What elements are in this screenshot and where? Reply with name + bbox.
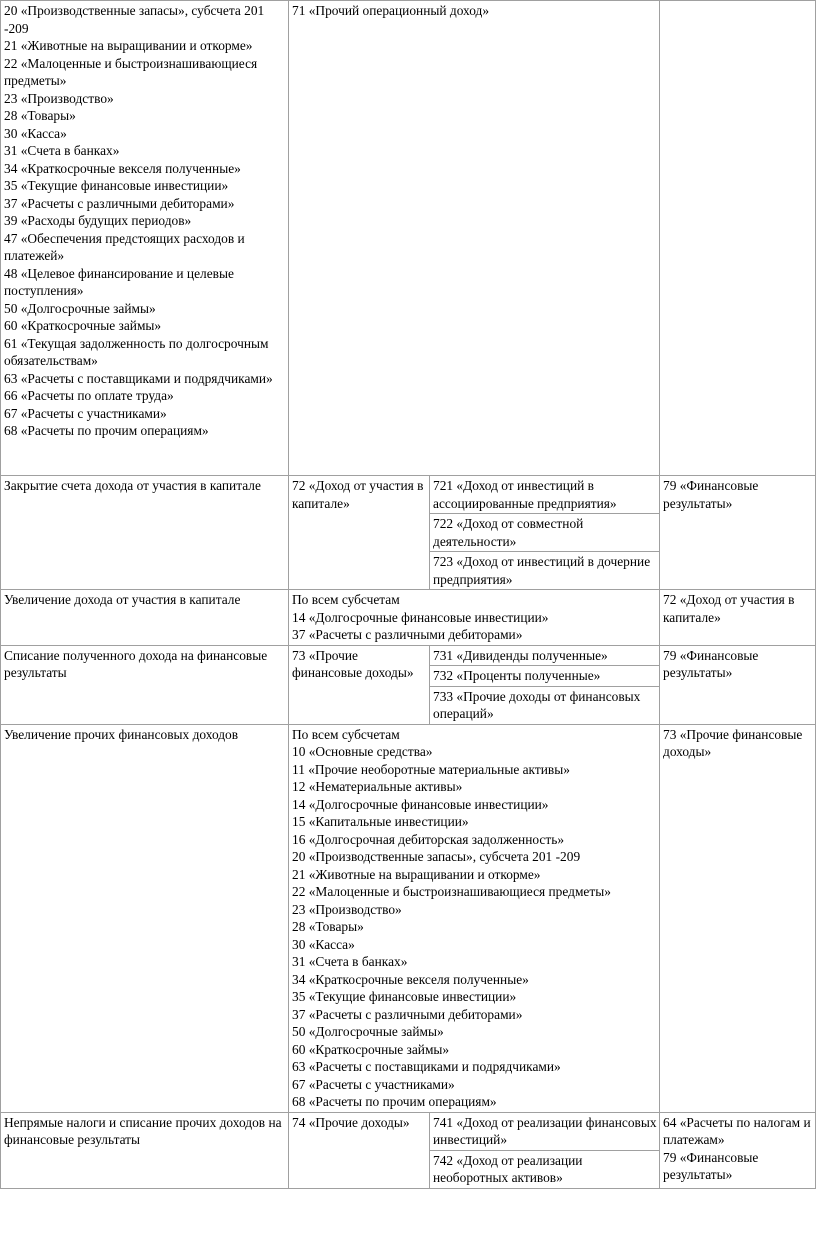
account-line: 12 «Нематериальные активы»	[292, 779, 463, 794]
operation-description: Непрямые налоги и списание прочих доходов на финансовые результаты	[4, 1114, 282, 1147]
account-line: 37 «Расчеты с различными дебиторами»	[292, 1006, 523, 1022]
account-line: 48 «Целевое финансирование и целевые поступления»	[4, 265, 234, 298]
subaccount-item: 721 «Доход от инвестиций в ассоциированные предприятия»	[430, 476, 659, 514]
account-line: 22 «Малоценные и быстроизнашивающиеся предметы»	[4, 55, 258, 88]
account-line: 37 «Расчеты с различными дебиторами»	[4, 195, 235, 211]
correspondent-cell	[660, 1113, 816, 1189]
account-line: 21 «Животные на выращивании и откорме»	[292, 866, 541, 882]
account-line: 35 «Текущие финансовые инвестиции»	[4, 178, 229, 193]
account-line: 11 «Прочие необоротные материальные активы»	[292, 761, 570, 777]
subaccount-item: 733 «Прочие доходы от финансовых операций»	[433, 688, 641, 721]
subaccounts-list	[430, 476, 659, 589]
operation-description: Увеличение дохода от участия в капитале	[4, 592, 241, 607]
account-line: 31 «Счета в банках»	[292, 954, 408, 969]
account-line: 35 «Текущие финансовые инвестиции»	[292, 989, 517, 1004]
account-line: 30 «Касса»	[4, 125, 67, 141]
table-row	[1, 476, 816, 590]
table-row	[1, 725, 816, 1113]
account-cell	[289, 476, 430, 590]
account-line: 67 «Расчеты с участниками»	[292, 1076, 455, 1092]
account-line: 60 «Краткосрочные займы»	[4, 318, 162, 333]
description-cell	[1, 725, 289, 1113]
subaccounts-list	[430, 1113, 659, 1188]
correspondent-cell	[660, 590, 816, 646]
account-line: 37 «Расчеты с различными дебиторами»	[292, 627, 523, 642]
account-line: 21 «Животные на выращивании и откорме»	[4, 38, 253, 53]
account-line: 34 «Краткосрочные векселя полученные»	[4, 160, 241, 176]
description-cell	[1, 1, 289, 476]
table-row	[1, 646, 816, 725]
account-line: 50 «Долгосрочные займы»	[292, 1024, 444, 1039]
correspondent-account: 79 «Финансовые результаты»	[663, 478, 759, 511]
operation-description: Закрытие счета дохода от участия в капитале	[4, 478, 261, 493]
account-line: 50 «Долгосрочные займы»	[4, 300, 156, 316]
account-line: 68 «Расчеты по прочим операциям»	[292, 1094, 497, 1109]
account-line: 68 «Расчеты по прочим операциям»	[4, 423, 209, 438]
account-name: 73 «Прочие финансовые доходы»	[292, 647, 414, 680]
account-line: 28 «Товары»	[292, 919, 364, 934]
account-line: 22 «Малоценные и быстроизнашивающиеся предметы»	[292, 884, 611, 899]
account-cell	[289, 1113, 430, 1189]
account-line: 61 «Текущая задолженность по долгосрочным обязательствам»	[4, 335, 269, 368]
account-cell	[289, 590, 660, 646]
table-row	[1, 1113, 816, 1189]
account-line: 63 «Расчеты с поставщиками и подрядчиками»	[4, 370, 273, 386]
table-row	[1, 590, 816, 646]
account-name: 71 «Прочий операционный доход»	[292, 3, 490, 18]
account-name: 74 «Прочие доходы»	[292, 1114, 410, 1130]
account-line: 28 «Товары»	[4, 108, 76, 123]
subaccount-item: 731 «Дивиденды полученные»	[430, 646, 659, 666]
account-line: 31 «Счета в банках»	[4, 143, 120, 158]
account-line: 16 «Долгосрочная дебиторская задолженность»	[292, 831, 565, 847]
correspondent-account: 72 «Доход от участия в капитале»	[663, 592, 795, 625]
subaccount-item: 722 «Доход от совместной деятельности»	[430, 514, 659, 552]
account-line: 63 «Расчеты с поставщиками и подрядчиками»	[292, 1059, 561, 1074]
account-line: По всем субсчетам	[292, 592, 400, 607]
account-name: 72 «Доход от участия в капитале»	[292, 478, 424, 511]
subaccounts-list	[430, 646, 659, 724]
correspondent-account: 79 «Финансовые результаты»	[663, 647, 759, 680]
correspondent-cell	[660, 725, 816, 1113]
subaccounts-cell	[430, 1113, 660, 1189]
description-cell	[1, 646, 289, 725]
account-cell	[289, 646, 430, 725]
correspondent-account: 79 «Финансовые результаты»	[663, 1149, 759, 1182]
description-cell	[1, 1113, 289, 1189]
account-line: 20 «Производственные запасы», субсчета 201 -209	[292, 849, 581, 864]
account-cell	[289, 1, 660, 476]
account-line: 10 «Основные средства»	[292, 744, 433, 759]
correspondent-account: 64 «Расчеты по налогам и платежам»	[663, 1114, 811, 1147]
subaccount-item: 742 «Доход от реализации необоротных активов»	[433, 1152, 583, 1185]
subaccount-item: 723 «Доход от инвестиций в дочерние предприятия»	[433, 554, 651, 587]
account-line: 66 «Расчеты по оплате труда»	[4, 388, 174, 403]
subaccount-item: 732 «Проценты полученные»	[430, 666, 659, 687]
account-line: 67 «Расчеты с участниками»	[4, 405, 167, 421]
operation-description: Списание полученного дохода на финансовые результаты	[4, 647, 268, 680]
subaccount-item: 741 «Доход от реализации финансовых инвестиций»	[430, 1113, 659, 1151]
account-line: 15 «Капитальные инвестиции»	[292, 814, 469, 829]
correspondent-cell	[660, 476, 816, 590]
table-row	[1, 1, 816, 476]
account-line: 20 «Производственные запасы», субсчета 201 -209	[4, 3, 265, 36]
account-cell	[289, 725, 660, 1113]
account-line: 23 «Производство»	[292, 901, 402, 917]
account-line: 14 «Долгосрочные финансовые инвестиции»	[292, 609, 549, 625]
description-cell	[1, 590, 289, 646]
account-line: 23 «Производство»	[4, 90, 114, 106]
account-line: 60 «Краткосрочные займы»	[292, 1041, 450, 1057]
subaccounts-cell	[430, 476, 660, 590]
correspondent-cell	[660, 1, 816, 476]
account-line: По всем субсчетам	[292, 726, 400, 742]
description-cell	[1, 476, 289, 590]
subaccounts-cell	[430, 646, 660, 725]
account-line: 14 «Долгосрочные финансовые инвестиции»	[292, 796, 549, 812]
operation-description: Увеличение прочих финансовых доходов	[4, 726, 239, 742]
correspondent-cell	[660, 646, 816, 725]
account-line: 47 «Обеспечения предстоящих расходов и платежей»	[4, 230, 245, 263]
account-line: 39 «Расходы будущих периодов»	[4, 213, 192, 228]
account-line: 30 «Касса»	[292, 936, 355, 952]
correspondent-account: 73 «Прочие финансовые доходы»	[663, 726, 803, 759]
account-line: 34 «Краткосрочные векселя полученные»	[292, 971, 529, 987]
